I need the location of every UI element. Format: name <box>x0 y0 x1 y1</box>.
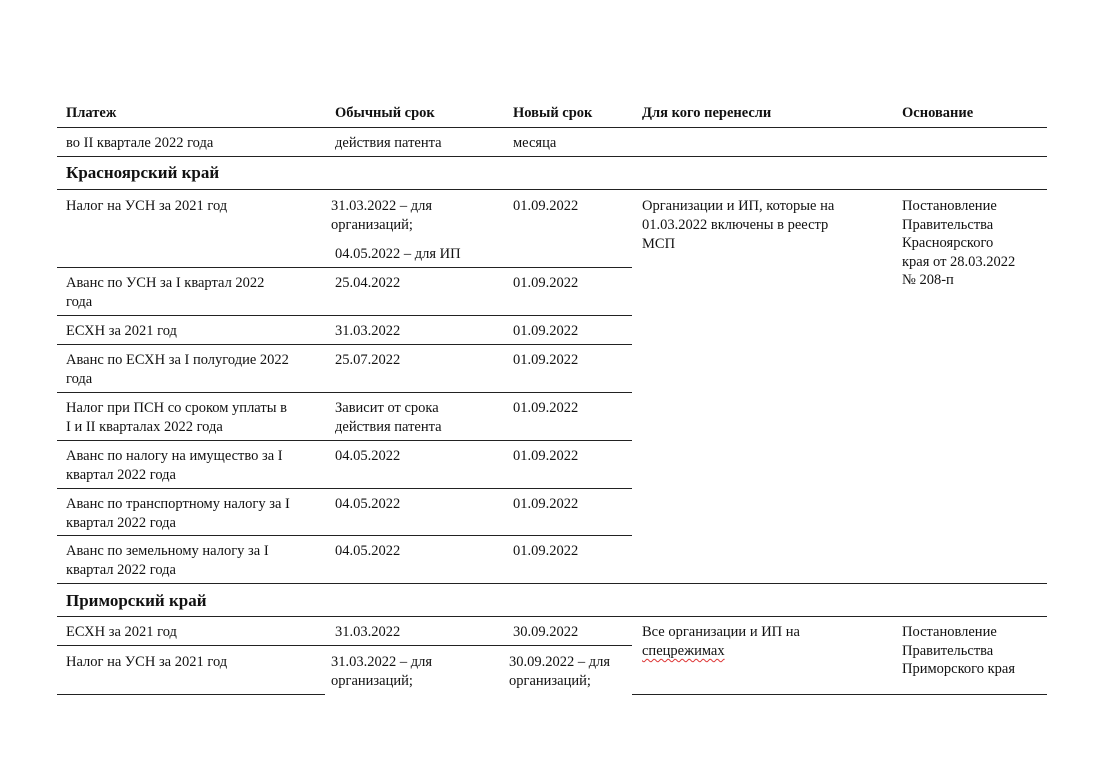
usual-term-cell: 31.03.2022 <box>335 624 401 640</box>
payment-cell: Аванс по УСН за I квартал 2022 <box>66 275 265 291</box>
new-term-cell: 01.09.2022 <box>513 198 579 214</box>
divider <box>57 127 1047 128</box>
region-title-krasnoyarsk: Красноярский край <box>66 163 220 182</box>
usual-term-cell: Зависит от срока <box>335 400 439 416</box>
payment-cell: Налог при ПСН со сроком уплаты в <box>66 400 287 416</box>
payment-cell: года <box>66 371 93 387</box>
continuation-payment: во II квартале 2022 года <box>66 135 214 151</box>
divider <box>57 440 632 441</box>
usual-term-cell: 04.05.2022 <box>335 448 401 464</box>
usual-term-cell: 31.03.2022 – для <box>331 654 433 670</box>
usual-term-cell: организаций; <box>331 673 413 689</box>
header-for-whom: Для кого перенесли <box>642 105 772 121</box>
usual-term-cell: 31.03.2022 – для <box>331 198 433 214</box>
divider <box>632 694 1047 695</box>
basis-cell: края от 28.03.2022 <box>902 254 1016 270</box>
usual-term-cell: организаций; <box>331 217 413 233</box>
header-usual-term: Обычный срок <box>335 105 435 121</box>
payment-cell: ЕСХН за 2021 год <box>66 624 177 640</box>
payment-cell: квартал 2022 года <box>66 467 176 483</box>
payment-cell: Аванс по налогу на имущество за I <box>66 448 283 464</box>
payment-cell: квартал 2022 года <box>66 562 176 578</box>
divider <box>57 156 1047 157</box>
payment-cell: Аванс по транспортному налогу за I <box>66 496 290 512</box>
new-term-cell: 01.09.2022 <box>513 448 579 464</box>
divider <box>57 344 632 345</box>
usual-term-cell: действия патента <box>335 419 442 435</box>
payment-cell: Аванс по ЕСХН за I полугодие 2022 <box>66 352 289 368</box>
divider <box>57 392 632 393</box>
divider <box>57 583 1047 584</box>
divider <box>57 616 1047 617</box>
header-new-term: Новый срок <box>513 105 593 121</box>
for-whom-cell: спецрежимах <box>642 643 725 659</box>
divider <box>57 645 632 646</box>
new-term-cell: 01.09.2022 <box>513 323 579 339</box>
new-term-cell: 30.09.2022 – для <box>509 654 611 670</box>
divider <box>57 315 632 316</box>
new-term-cell: 30.09.2022 <box>513 624 579 640</box>
payment-cell: I и II кварталах 2022 года <box>66 419 223 435</box>
for-whom-cell: 01.03.2022 включены в реестр <box>642 217 829 233</box>
usual-term-cell: 04.05.2022 – для ИП <box>335 246 461 262</box>
new-term-cell: 01.09.2022 <box>513 543 579 559</box>
new-term-cell: организаций; <box>509 673 591 689</box>
basis-cell: Правительства <box>902 217 994 233</box>
usual-term-cell: 25.07.2022 <box>335 352 401 368</box>
basis-cell: № 208-п <box>902 272 954 288</box>
usual-term-cell: 25.04.2022 <box>335 275 401 291</box>
basis-cell: Красноярского <box>902 235 994 251</box>
payment-cell: года <box>66 294 93 310</box>
usual-term-cell: 04.05.2022 <box>335 496 401 512</box>
for-whom-cell: Организации и ИП, которые на <box>642 198 835 214</box>
header-payment: Платеж <box>66 105 117 121</box>
divider <box>57 694 325 695</box>
divider <box>57 535 632 536</box>
basis-cell: Приморского края <box>902 661 1016 677</box>
new-term-cell: 01.09.2022 <box>513 496 579 512</box>
divider <box>57 189 1047 190</box>
payment-cell: Налог на УСН за 2021 год <box>66 654 228 670</box>
payment-cell: Налог на УСН за 2021 год <box>66 198 228 214</box>
new-term-cell: 01.09.2022 <box>513 352 579 368</box>
for-whom-cell: МСП <box>642 236 676 252</box>
new-term-cell: 01.09.2022 <box>513 400 579 416</box>
payment-cell: квартал 2022 года <box>66 515 176 531</box>
for-whom-cell: Все организации и ИП на <box>642 624 800 640</box>
header-basis: Основание <box>902 105 974 121</box>
divider <box>57 267 632 268</box>
usual-term-cell: 04.05.2022 <box>335 543 401 559</box>
payment-cell: Аванс по земельному налогу за I <box>66 543 269 559</box>
usual-term-cell: 31.03.2022 <box>335 323 401 339</box>
new-term-cell: 01.09.2022 <box>513 275 579 291</box>
payment-cell: ЕСХН за 2021 год <box>66 323 177 339</box>
continuation-new: месяца <box>513 135 557 151</box>
basis-cell: Постановление <box>902 624 997 640</box>
basis-cell: Постановление <box>902 198 997 214</box>
divider <box>57 488 632 489</box>
basis-cell: Правительства <box>902 643 994 659</box>
continuation-usual: действия патента <box>335 135 442 151</box>
region-title-primorsky: Приморский край <box>66 591 207 610</box>
